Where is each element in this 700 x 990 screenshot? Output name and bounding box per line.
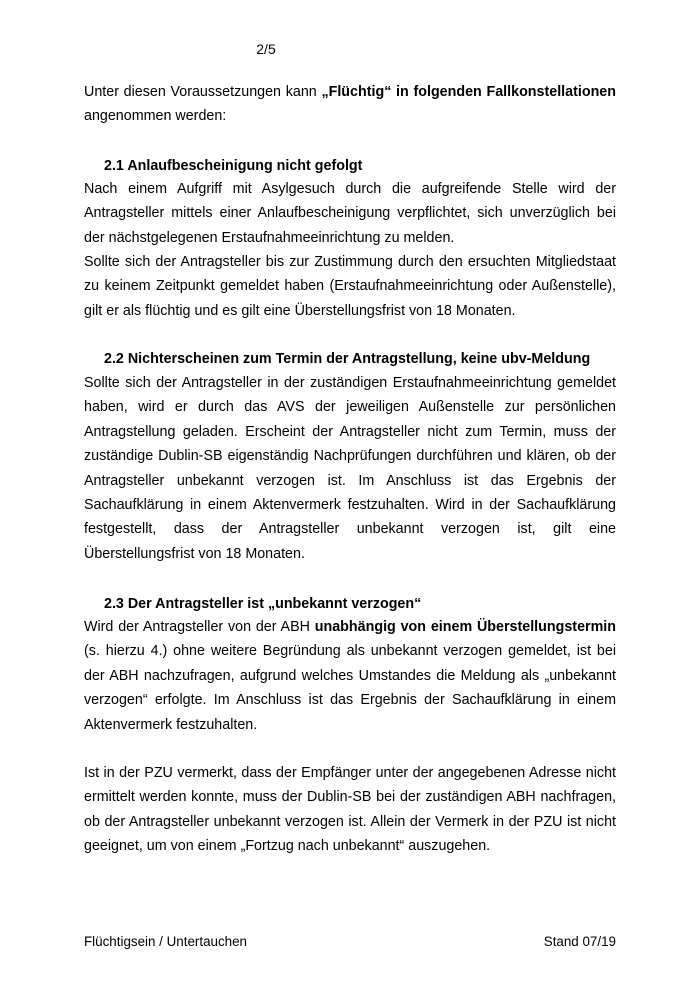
- section-2-2-paragraph-1: Sollte sich der Antragsteller in der zuständigen Erstaufnahmeeinrichtung gemeldet haben, wird er durch das AVS der jeweiligen Außenstelle zur persönlichen Antragstellung geladen. Erscheint der Antragsteller nicht zum Termin, muss der zuständige Dublin-SB eigenständig Nachprüfungen durchführen und klären, ob der Antragsteller unbekannt verzogen ist. Im Anschluss ist das Ergebnis der Sachaufklärung in einem Aktenvermerk festzuhalten. Wird in der Sachaufklärung festgestellt, dass der Antragsteller unbekannt verzogen ist, gilt eine Überstellungsfrist von 18 Monaten.: [84, 375, 616, 562]
- section-2-3-heading: 2.3 Der Antragsteller ist „unbekannt verzogen“: [104, 596, 422, 612]
- section-2-2-heading: 2.2 Nichterscheinen zum Termin der Antragstellung, keine ubv-Meldung: [104, 351, 591, 367]
- section-2-1-heading: 2.1 Anlaufbescheinigung nicht gefolgt: [104, 158, 363, 174]
- section-2-3-paragraph-1: [84, 615, 616, 737]
- intro-text-end: angenommen werden:: [84, 108, 227, 125]
- intro-bold-text: „Flüchtig“ in folgenden Fallkonstellationen: [321, 84, 616, 100]
- section-2-1-paragraph-2: Sollte sich der Antragsteller bis zur Zustimmung durch den ersuchten Mitgliedstaat zu keinem Zeitpunkt gemeldet haben (Erstaufnahmeeinrichtung oder Außenstelle), gilt er als flüchtig und es gilt eine Überstellungsfrist von 18 Monaten.: [84, 254, 616, 319]
- section-2-3-bold-text: unabhängig von einem Überstellungstermin: [314, 619, 616, 635]
- intro-paragraph: [84, 80, 616, 129]
- page-footer: [84, 933, 616, 950]
- footer-title: Flüchtigsein / Untertauchen: [84, 934, 248, 949]
- intro-text: Unter diesen Voraussetzungen kann: [84, 84, 322, 100]
- page-number: 2/5: [256, 41, 276, 57]
- section-2-3-text: Wird der Antragsteller von der ABH: [84, 619, 315, 635]
- footer-version: Stand 07/19: [543, 934, 616, 949]
- section-2-1-paragraph-1: Nach einem Aufgriff mit Asylgesuch durch die aufgreifende Stelle wird der Antragsteller mittels einer Anlaufbescheinigung verpflichtet, sich unverzüglich bei der nächstgelegenen Erstaufnahmeeinrichtung zu melden.: [84, 181, 616, 246]
- section-2-3-paragraph-2: Ist in der PZU vermerkt, dass der Empfänger unter der angegebenen Adresse nicht ermittelt werden konnte, muss der Dublin-SB bei der zuständigen ABH nachfragen, ob der Antragsteller unbekannt verzogen ist. Allein der Vermerk in der PZU ist nicht geeignet, um von einem „Fortzug nach unbekannt“ auszugehen.: [84, 765, 616, 855]
- section-2-3-text-end: (s. hierzu 4.) ohne weitere Begründung als unbekannt verzogen gemeldet, ist bei der ABH nachzufragen, aufgrund welches Umstandes die Meldung als „unbekannt verzogen“ erfolgte. Im Anschluss ist das Ergebnis der Sachaufklärung in einem Aktenvermerk festzuhalten.: [84, 643, 616, 733]
